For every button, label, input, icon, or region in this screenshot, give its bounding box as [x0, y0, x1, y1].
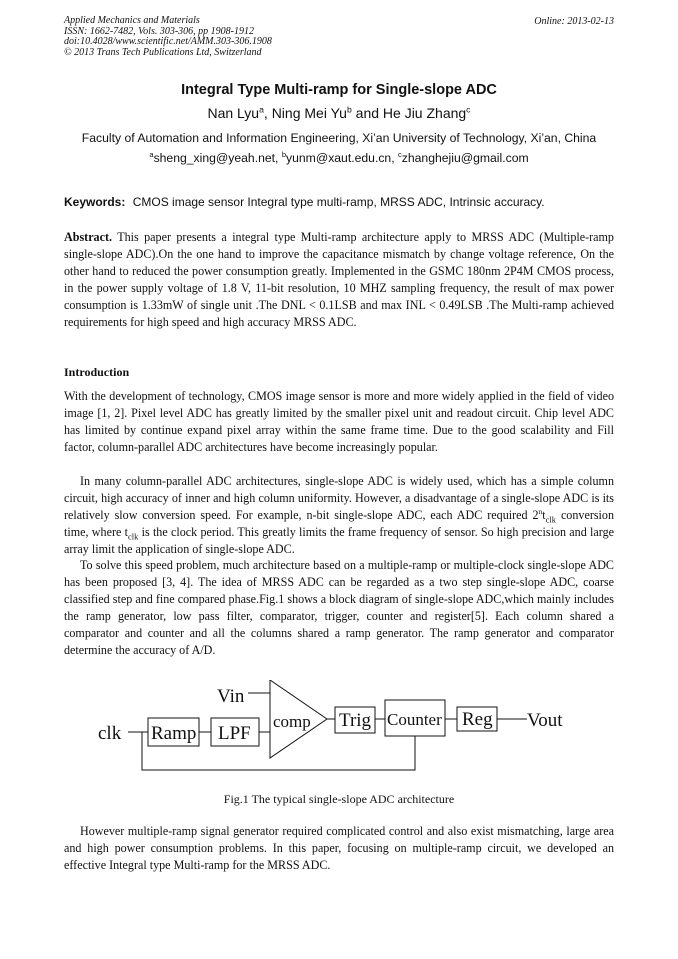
intro-paragraph-2	[64, 473, 614, 558]
p2-sup: n	[538, 506, 543, 516]
reg-label: Reg	[462, 709, 493, 730]
author-3-sup: c	[466, 104, 471, 115]
introduction-heading: Introduction	[64, 365, 130, 379]
figure-caption: Fig.1 The typical single-slope ADC architecture	[223, 792, 455, 806]
email-c: zhanghejiu@gmail.com	[401, 151, 529, 165]
author-3: and He Jiu Zhang	[351, 105, 467, 121]
adc-block-diagram	[90, 680, 590, 780]
p2-text-a: In many column-parallel ADC architectures, single-slope ADC is widely used, which has a simple column circuit, high accuracy of inner and high column uniformity. However, a disadvantage of a single-slope ADC is its relatively slow conversion speed. For example, n-bit single-slope ADC, each ADC required 2	[64, 474, 614, 522]
abstract	[64, 229, 614, 331]
p2-sub-1: clk	[545, 514, 557, 525]
email-b-sup: b	[281, 149, 287, 159]
author-2: , Ning Mei Yu	[263, 105, 347, 121]
p2-sub-2: clk	[127, 531, 139, 542]
intro-paragraph-3: To solve this speed problem, much architecture based on a multiple-ramp or multiple-clock single-slope ADC has been proposed [3, 4]. The idea of MRSS ADC can be regarded as a two step single-slope ADC, coarse classified step and fine compared phase.Fig.1 shows a block diagram of single-slope ADC,which mainly includes the ramp generator, low pass filter, comparator, trigger, counter and register[5]. Each column shared a comparator and counter and all the columns shared a ramp generator. The ramp generator and comparator determine the accuracy of A/D.	[64, 558, 614, 657]
comp-label: comp	[273, 712, 311, 731]
abstract-text: This paper presents a integral type Multi-ramp architecture apply to MRSS ADC (Multiple-ramp single-slope ADC).On the one hand to improve the capacitance mismatch by change voltage reference, On the other hand to reduced the power consumption greatly. Implemented in the GSMC 180nm 2P4M CMOS process, in the power supply voltage of 1.8 V, 11-bit resolution, 10 MHZ sampling frequency, the result of max power consumption is 1.33mW of single unit .The DNL < 0.1LSB and max INL < 0.49LSB .The Multi-ramp achieved requirements for high speed and high accuracy MRSS ADC.	[64, 230, 614, 329]
p2-text-c: conversion time, where t	[64, 508, 615, 539]
ramp-label: Ramp	[151, 723, 197, 744]
email-b: yunm@xaut.edu.cn,	[286, 151, 398, 165]
issn-line: ISSN: 1662-7482, Vols. 303-306, pp 1908-1912	[64, 25, 254, 37]
paper-title: Integral Type Multi-ramp for Single-slope ADC	[181, 82, 497, 98]
email-a-sup: a	[149, 149, 154, 159]
p2-text-b: t	[542, 508, 546, 522]
email-line	[0, 151, 678, 165]
lpf-label: LPF	[218, 723, 251, 744]
keywords-label: Keywords:	[64, 195, 126, 209]
clk-label: clk	[98, 723, 122, 744]
journal-header	[64, 16, 272, 58]
doi-line: doi:10.4028/www.scientific.net/AMM.303-306.1908	[64, 36, 272, 47]
author-1-sup: a	[259, 104, 264, 115]
p2-text-d: is the clock period. This greatly limits the frame frequency of sensor. So high precision and large array limit the application of single-slope ADC.	[64, 525, 614, 556]
vout-label: Vout	[527, 710, 563, 731]
email-c-sup: c	[397, 149, 402, 159]
counter-label: Counter	[387, 710, 442, 729]
email-a: sheng_xing@yeah.net,	[153, 151, 282, 165]
affiliation: Faculty of Automation and Information Engineering, Xi’an University of Technology, Xi’an, China	[81, 131, 597, 145]
copyright-line: © 2013 Trans Tech Publications Ltd, Switzerland	[64, 46, 262, 58]
trig-label: Trig	[339, 710, 372, 731]
vin-label: Vin	[217, 686, 245, 707]
author-2-sup: b	[346, 104, 352, 115]
closing-paragraph: However multiple-ramp signal generator required complicated control and also exist mismatching, large area and high power consumption problems. In this paper, focusing on multiple-ramp circuit, we developed an effective Integral type Multi-ramp for the MRSS ADC.	[64, 824, 614, 872]
online-date: Online: 2013-02-13	[534, 16, 614, 27]
journal-name: Applied Mechanics and Materials	[64, 15, 200, 26]
keywords-text: CMOS image sensor Integral type multi-ramp, MRSS ADC, Intrinsic accuracy.	[132, 195, 545, 209]
abstract-label: Abstract.	[64, 230, 113, 244]
keywords	[64, 195, 614, 209]
intro-paragraph-1: With the development of technology, CMOS image sensor is more and more widely applied in the field of video image [1, 2]. Pixel level ADC has greatly limited by the smaller pixel unit and readout circuit. Chip level ADC has limited by continue expand pixel array within the same frame time. Due to the good scalability and Fill factor, column-parallel ADC architectures have become increasingly popular.	[64, 389, 614, 454]
author-line	[0, 105, 678, 121]
author-1: Nan Lyu	[207, 105, 260, 121]
